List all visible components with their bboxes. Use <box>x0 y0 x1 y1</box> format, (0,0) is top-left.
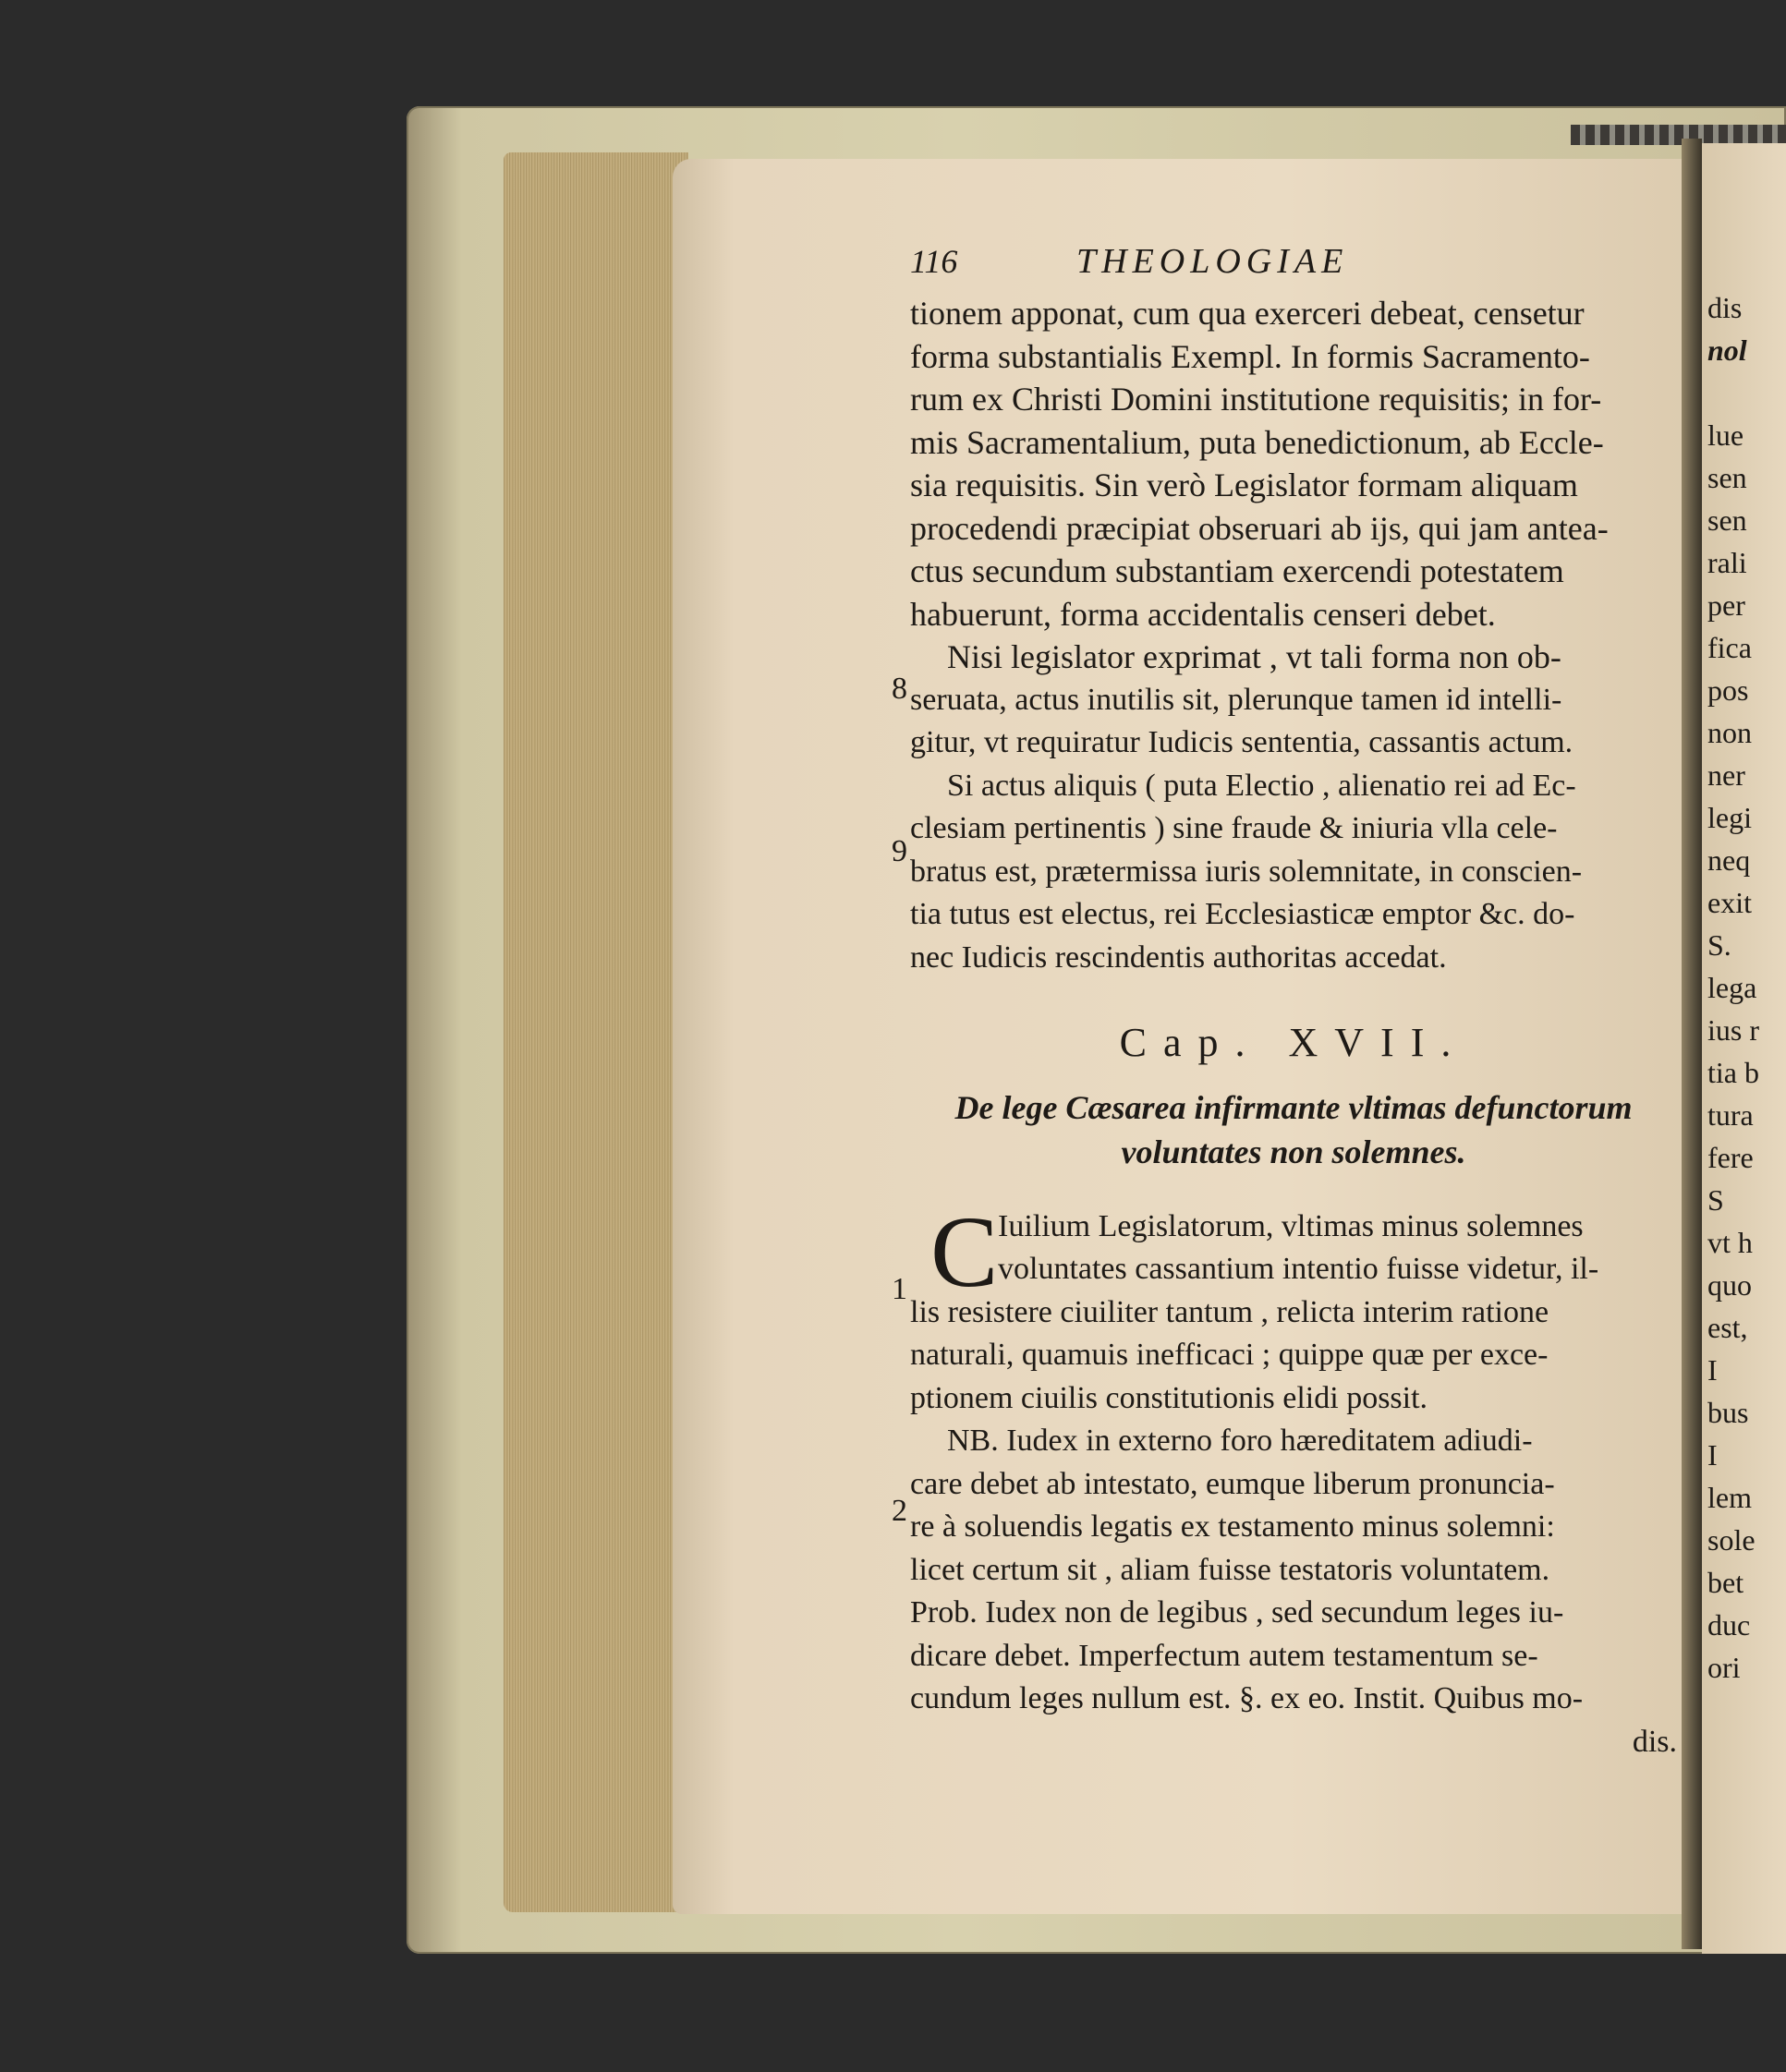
text-line: lue <box>1707 418 1744 452</box>
margin-number: 1 <box>892 1272 907 1306</box>
text-line: bus <box>1707 1396 1749 1429</box>
margin-number: 2 <box>892 1494 907 1528</box>
text-line: ius r <box>1707 1013 1759 1047</box>
paragraph-1 <box>910 1194 1677 1421</box>
running-head: THEOLOGIAE <box>1076 242 1349 281</box>
book-gutter <box>1682 139 1702 1949</box>
text-line: NB. Iudex in externo foro hæreditatem adiudi- <box>947 1424 1533 1458</box>
text-line: Prob. Iudex non de legibus , sed secundum leges iu- <box>910 1595 1564 1630</box>
text-line: sen <box>1707 461 1747 494</box>
chapter-subtitle <box>910 1085 1677 1174</box>
text-line: dis <box>1707 291 1743 324</box>
text-line: sia requisitis. Sin verò Legislator formam aliquam <box>910 467 1578 503</box>
text-line: lis resistere ciuiliter tantum , relicta interim ratione <box>910 1294 1549 1329</box>
text-line: non <box>1707 716 1752 749</box>
text-line: dis. <box>1632 1724 1677 1759</box>
text-line: nec Iudicis rescindentis authoritas accedat. <box>910 939 1447 975</box>
text-line: tura <box>1707 1098 1754 1132</box>
paragraph-top <box>910 292 1677 636</box>
drop-capital: C <box>930 1194 999 1308</box>
text-line: fica <box>1707 631 1752 664</box>
paragraph-9 <box>910 765 1677 980</box>
subtitle-line: voluntates non solemnes. <box>1121 1133 1466 1170</box>
subtitle-line: De lege Cæsarea infirmante vltimas defunctorum <box>954 1088 1633 1126</box>
paragraph-2 <box>910 1420 1677 1763</box>
text-line: ner <box>1707 758 1745 792</box>
text-line: quo <box>1707 1268 1752 1302</box>
text-line: I <box>1707 1438 1718 1472</box>
text-line: Si actus aliquis ( puta Electio , alienatio rei ad Ec- <box>947 768 1576 803</box>
text-line: forma substantialis Exempl. In formis Sacramento- <box>910 337 1590 375</box>
text-line: bratus est, prætermissa iuris solemnitate, in conscien- <box>910 854 1583 889</box>
text-line: re à soluendis legatis ex testamento minus solemni: <box>910 1509 1555 1544</box>
bookmark-ribbon <box>1571 125 1786 145</box>
text-line: per <box>1707 588 1745 622</box>
text-line: S <box>1707 1183 1724 1217</box>
line-gap <box>1707 371 1786 414</box>
text-line: ctus secundum substantiam exercendi potestatem <box>910 552 1564 589</box>
facing-page-text <box>1707 286 1786 1689</box>
text-line: ptionem ciuilis constitutionis elidi possit. <box>910 1380 1428 1415</box>
text-line: naturali, quamuis inefficaci ; quippe quæ per exce- <box>910 1338 1549 1372</box>
margin-number: 8 <box>892 672 907 706</box>
text-line: habuerunt, forma accidentalis censeri debet. <box>910 595 1496 633</box>
text-line: cundum leges nullum est. §. ex eo. Instit. Quibus mo- <box>910 1681 1584 1715</box>
page-header <box>910 240 1677 292</box>
text-line: tia b <box>1707 1056 1759 1089</box>
text-line: procedendi præcipiat obseruari ab ijs, qui jam antea- <box>910 509 1609 547</box>
text-line: legi <box>1707 801 1752 834</box>
text-line: sen <box>1707 503 1747 537</box>
text-line: lega <box>1707 971 1757 1004</box>
text-line: clesiam pertinentis ) sine fraude & iniuria vlla cele- <box>910 811 1558 845</box>
text-line: tionem apponat, cum qua exerceri debeat, censetur <box>910 295 1585 332</box>
text-line: nol <box>1707 333 1747 367</box>
text-line: I <box>1707 1353 1718 1387</box>
text-line: neq <box>1707 843 1751 877</box>
text-line: licet certum sit , aliam fuisse testatoris voluntatem. <box>910 1552 1550 1587</box>
paragraph-8 <box>910 636 1677 765</box>
text-line: pos <box>1707 673 1749 707</box>
text-line: rali <box>1707 546 1747 579</box>
text-line: dicare debet. Imperfectum autem testamentum se- <box>910 1638 1538 1673</box>
text-line: tia tutus est electus, rei Ecclesiasticæ emptor &c. do- <box>910 897 1575 931</box>
text-line: care debet ab intestato, eumque liberum pronuncia- <box>910 1466 1555 1501</box>
text-line: gitur, vt requiratur Iudicis sententia, cassantis actum. <box>910 725 1573 759</box>
text-line: S. <box>1707 928 1731 962</box>
text-line: mis Sacramentalium, puta benedictionum, ab Eccle- <box>910 423 1604 461</box>
text-line: ori <box>1707 1651 1741 1684</box>
text-line: exit <box>1707 886 1752 919</box>
page-number: 116 <box>910 243 958 280</box>
text-line: lem <box>1707 1481 1752 1514</box>
text-line: est, <box>1707 1311 1748 1344</box>
margin-number: 9 <box>892 834 907 868</box>
text-line: sole <box>1707 1523 1756 1557</box>
text-line: rum ex Christi Domini institutione requisitis; in for- <box>910 381 1602 418</box>
text-line: duc <box>1707 1608 1751 1642</box>
text-line: vt h <box>1707 1226 1753 1259</box>
text-line: seruata, actus inutilis sit, plerunque tamen id intelli- <box>910 682 1562 717</box>
page-text <box>910 240 1677 1763</box>
text-line: Nisi legislator exprimat , vt tali forma non ob- <box>947 638 1561 675</box>
page-edges <box>504 152 688 1912</box>
text-line: Iuilium Legislatorum, vltimas minus solemnes <box>998 1208 1584 1243</box>
text-line: voluntates cassantium intentio fuisse videtur, il- <box>998 1252 1599 1286</box>
text-line: fere <box>1707 1141 1754 1174</box>
text-line: bet <box>1707 1566 1744 1599</box>
chapter-heading: Cap. XVII. <box>1119 1020 1468 1065</box>
